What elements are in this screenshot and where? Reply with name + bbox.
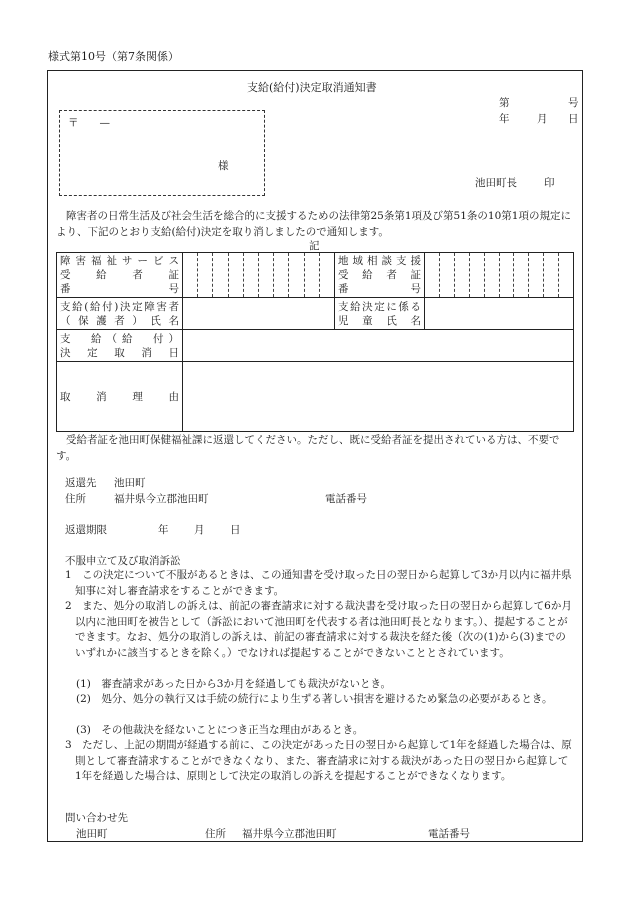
info-table — [56, 252, 574, 432]
ki-label: 記 — [309, 240, 320, 252]
appeal-heading: 不服申立て及び取消訴訟 — [65, 555, 181, 567]
contact-name: 池田町 — [76, 828, 108, 840]
deadline-day: 日 — [230, 524, 241, 536]
service-cert-label: 障害福祉サービス 受 給 者 証 番 号 — [57, 253, 183, 298]
guardian-name-field[interactable] — [183, 298, 335, 330]
child-name-label: 支給決定に係る 児 童 氏 名 — [335, 298, 425, 330]
contact-heading: 問い合わせ先 — [65, 812, 128, 824]
deadline-year: 年 — [158, 524, 169, 536]
deadline-label: 返還期限 — [65, 524, 107, 536]
service-cert-number-field[interactable] — [183, 253, 335, 298]
reason-field[interactable] — [183, 362, 574, 432]
return-to-label: 返還先 — [65, 477, 97, 489]
cancel-date-field[interactable] — [183, 330, 574, 362]
return-to-value: 池田町 — [114, 477, 146, 489]
date-month: 月 — [537, 113, 548, 125]
consult-cert-label: 地域相談支援 受 給 者 証 番 号 — [335, 253, 425, 298]
postal-mark: 〒 — — [68, 117, 110, 129]
guardian-name-label: 支給(給付)決定障害者 （保護者）氏名 — [57, 298, 183, 330]
document-title: 支給(給付)決定取消通知書 — [247, 81, 377, 94]
number-prefix: 第 — [499, 97, 510, 109]
return-address-value: 福井県今立郡池田町 — [114, 493, 209, 505]
honorific: 様 — [218, 160, 229, 172]
intro-paragraph: 障害者の日常生活及び社会生活を総合的に支援するための法律第25条第1項及び第51条の10第1項の規定により、下記のとおり支給(給付)決定を取り消しましたので通知します。 — [56, 210, 571, 238]
return-phone-label: 電話番号 — [325, 493, 367, 505]
consult-cert-number-field[interactable] — [425, 253, 574, 298]
return-address-label: 住所 — [65, 493, 86, 505]
deadline-month: 月 — [194, 524, 205, 536]
appeal-item-1: 1 この決定について不服があるときは、この通知書を受け取った日の翌日から起算して3か月以内に福井県知事に対し審査請求をすることができます。 — [65, 569, 572, 597]
form-number: 様式第10号（第7条関係） — [48, 50, 179, 63]
reason-label: 取 消 理 由 — [57, 362, 183, 432]
seal-mark: 印 — [544, 177, 555, 189]
child-name-field[interactable] — [425, 298, 574, 330]
date-year: 年 — [499, 113, 510, 125]
number-suffix: 号 — [568, 97, 579, 109]
return-notice: 受給者証を池田町保健福祉課に返還してください。ただし、既に受給者証を提出されている方は、不要です。 — [56, 434, 560, 462]
date-day: 日 — [568, 113, 579, 125]
appeal-item-3: 3 ただし、上記の期間が経過する前に、この決定があった日の翌日から起算して1年を経過した場合は、原則として審査請求することができなくなり、また、審査請求に対する裁決があった日の翌日から起算して1年を経過した場合は、原則として決定の取消しの訴えを提起することができなくなります。 — [65, 739, 572, 783]
issuer-name: 池田町長 — [475, 177, 517, 189]
cancel-date-label: 支 給（給 付） 決 定 取 消 日 — [57, 330, 183, 362]
appeal-sub-1: (1) 審査請求があった日から3か月を経過しても裁決がないとき。 — [76, 678, 392, 690]
appeal-sub-3: (3) その他裁決を経ないことにつき正当な理由があるとき。 — [76, 724, 364, 736]
contact-address-label: 住所 — [205, 828, 226, 840]
contact-address-value: 福井県今立郡池田町 — [242, 828, 337, 840]
appeal-sub-2: (2) 処分、処分の執行又は手続の続行により生ずる著しい損害を避けるため緊急の必要があるとき。 — [76, 693, 553, 705]
appeal-item-2: 2 また、処分の取消しの訴えは、前記の審査請求に対する裁決書を受け取った日の翌日から起算して6か月以内に池田町を被告として（訴訟において池田町を代表する者は池田町長となります。）、提起することができます。なお、処分の取消しの訴えは、前記の審査請求に対する裁決を経た後（次の(1)から(3)までのいずれかに該当するときを除く。）でなければ提起することができないこととされています。 — [65, 600, 572, 659]
contact-phone-label: 電話番号 — [428, 828, 470, 840]
